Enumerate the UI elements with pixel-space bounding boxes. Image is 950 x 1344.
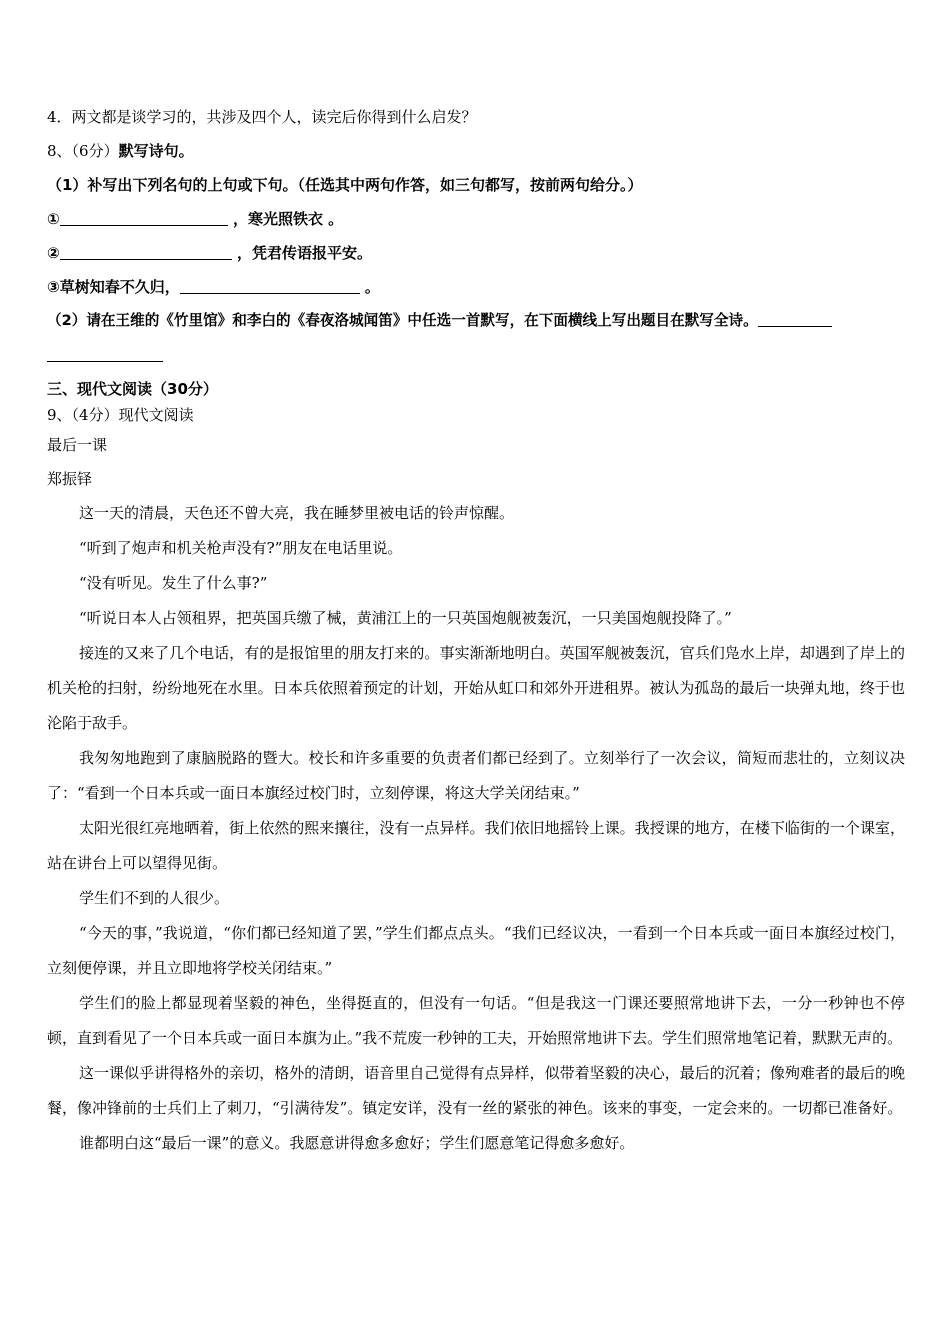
item-2-suffix: ，凭君传语报平安。 bbox=[236, 244, 372, 262]
article-paragraph: 太阳光很红亮地晒着，街上依然的熙来攘往，没有一点异样。我们依旧地摇铃上课。我授课的地方，在楼下临街的一个课室，站在讲台上可以望得见街。 bbox=[47, 819, 905, 872]
answer-blank-3[interactable] bbox=[180, 277, 360, 294]
section-3-heading: 三、现代文阅读（30分） bbox=[47, 380, 218, 398]
answer-blank-2[interactable] bbox=[60, 243, 232, 260]
item-2-prefix: ② bbox=[47, 244, 60, 262]
article-paragraph: “听到了炮声和机关枪声没有?”朋友在电话里说。 bbox=[79, 539, 403, 557]
exam-page bbox=[47, 100, 905, 1161]
article-paragraph: 谁都明白这“最后一课”的意义。我愿意讲得愈多愈好；学生们愿意笔记得愈多愈好。 bbox=[79, 1134, 635, 1152]
article-paragraph: 我匆匆地跑到了康脑脱路的暨大。校长和许多重要的负责者们都已经到了。立刻举行了一次会议，简短而悲壮的，立刻议决了：“看到一个日本兵或一面日本旗经过校门时，立刻停课，将这大学关闭结束。” bbox=[47, 749, 905, 802]
question-8-number: 8、（6分） bbox=[47, 142, 119, 160]
question-8-sub2 bbox=[47, 304, 905, 338]
question-8-item-1 bbox=[47, 202, 905, 236]
answer-blank-1[interactable] bbox=[60, 209, 228, 226]
article-paragraph: “没有听见。发生了什么事?” bbox=[79, 574, 268, 592]
question-8-header bbox=[47, 134, 905, 168]
question-8-item-2 bbox=[47, 236, 905, 270]
answer-blank-poem-1[interactable] bbox=[758, 310, 832, 327]
question-8-sub1: （1）补写出下列名句的上句或下句。（任选其中两句作答，如三句都写，按前两句给分。） bbox=[47, 176, 643, 194]
sub2-text: （2）请在王维的《竹里馆》和李白的《春夜洛城闻笛》中任选一首默写，在下面横线上写出题目在默写全诗。 bbox=[47, 312, 758, 329]
article-paragraph: “今天的事，”我说道，“你们都已经知道了罢，”学生们都点点头。“我们已经议决，一看到一个日本兵或一面日本旗经过校门，立刻便停课，并且立即地将学校关闭结束。” bbox=[47, 924, 905, 977]
article-paragraph: “听说日本人占领租界，把英国兵缴了械，黄浦江上的一只英国炮舰被轰沉，一只美国炮舰投降了。” bbox=[79, 609, 732, 627]
item-1-suffix: ，寒光照铁衣 。 bbox=[232, 210, 344, 228]
article-author: 郑振铎 bbox=[47, 470, 93, 488]
article-paragraph: 学生们的脸上都显现着坚毅的神色，坐得挺直的，但没有一句话。“但是我这一门课还要照常地讲下去，一分一秒钟也不停顿，直到看见了一个日本兵或一面日本旗为止。”我不荒废一秒钟的工夫，开始照常地讲下去。学生们照常地笔记着，默默无声的。 bbox=[47, 994, 905, 1047]
question-4: 4．两文都是谈学习的，共涉及四个人，读完后你得到什么启发？ bbox=[47, 108, 477, 126]
item-1-prefix: ① bbox=[47, 210, 60, 228]
article-paragraph: 接连的又来了几个电话，有的是报馆里的朋友打来的。事实渐渐地明白。英国军舰被轰沉，官兵们凫水上岸，却遇到了岸上的机关枪的扫射，纷纷地死在水里。日本兵依照着预定的计划，开始从虹口和郊外开进租界。被认为孤岛的最后一块弹丸地，终于也沦陷于敌手。 bbox=[47, 644, 905, 732]
article-paragraph: 这一天的清晨，天色还不曾大亮，我在睡梦里被电话的铃声惊醒。 bbox=[79, 504, 515, 522]
question-8-title: 默写诗句。 bbox=[118, 142, 194, 160]
item-3-suffix: 。 bbox=[359, 278, 380, 296]
answer-line-poem bbox=[47, 338, 905, 372]
article-title: 最后一课 bbox=[47, 436, 108, 454]
question-8-item-3 bbox=[47, 270, 905, 304]
article-body bbox=[47, 496, 905, 1161]
article-paragraph: 学生们不到的人很少。 bbox=[79, 889, 230, 907]
question-9: 9、（4分）现代文阅读 bbox=[47, 406, 194, 424]
answer-blank-poem-2[interactable] bbox=[47, 345, 163, 362]
item-3-prefix: ③草树知春不久归， bbox=[47, 278, 180, 296]
article-paragraph: 这一课似乎讲得格外的亲切，格外的清朗，语音里自己觉得有点异样，似带着坚毅的决心，最后的沉着；像殉难者的最后的晚餐，像冲锋前的士兵们上了刺刀，“引满待发”。镇定安详，没有一丝的紧张的神色。该来的事变，一定会来的。一切都已准备好。 bbox=[47, 1064, 905, 1117]
